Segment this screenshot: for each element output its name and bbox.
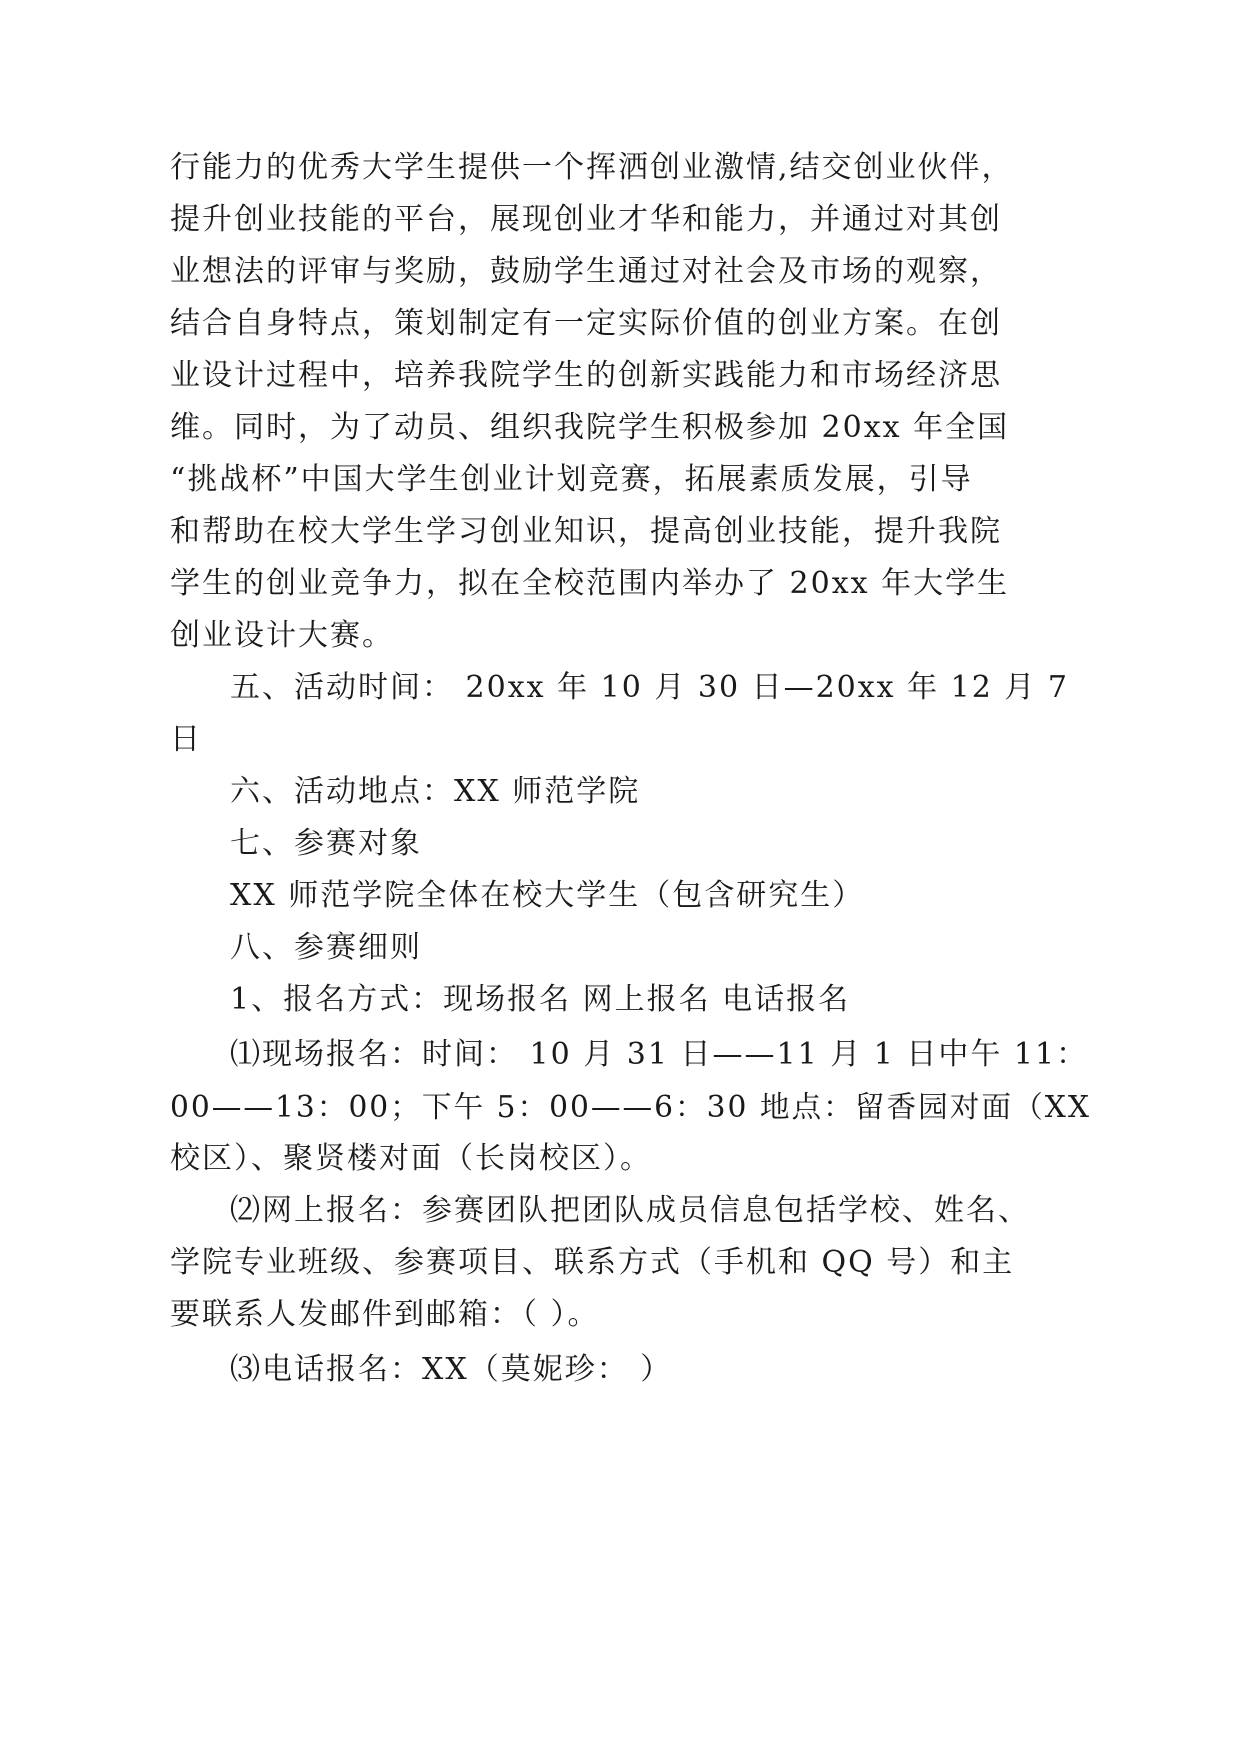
section-heading: 六、活动地点：XX 师范学院 bbox=[230, 774, 641, 809]
text-line: 维。同时，为了动员、组织我院学生积极参加 20xx 年全国 bbox=[170, 410, 1010, 445]
text-line: 业想法的评审与奖励，鼓励学生通过对社会及市场的观察， bbox=[170, 254, 1002, 289]
text-line: 校区）、聚贤楼对面（长岗校区）。 bbox=[170, 1141, 652, 1176]
text-line: 和帮助在校大学生学习创业知识，提高创业技能，提升我院 bbox=[170, 514, 1002, 549]
text-line: XX 师范学院全体在校大学生（包含研究生） bbox=[230, 878, 865, 913]
text-line: 1、报名方式：现场报名 网上报名 电话报名 bbox=[230, 982, 851, 1017]
text-line: 结合自身特点，策划制定有一定实际价值的创业方案。在创 bbox=[170, 306, 1002, 341]
text-line: 提升创业技能的平台，展现创业才华和能力，并通过对其创 bbox=[170, 202, 1002, 237]
text-line: 业设计过程中，培养我院学生的创新实践能力和市场经济思 bbox=[170, 358, 1002, 393]
text-line: ⑵网上报名：参赛团队把团队成员信息包括学校、姓名、 bbox=[230, 1193, 1030, 1228]
text-line: ⑶电话报名：XX（莫妮珍： ） bbox=[230, 1352, 673, 1387]
text-line: 创业设计大赛。 bbox=[170, 618, 394, 653]
text-line: 学院专业班级、参赛项目、联系方式（手机和 QQ 号）和主 bbox=[170, 1245, 1015, 1280]
text-line: 要联系人发邮件到邮箱：（ ）。 bbox=[170, 1297, 600, 1332]
text-line: 学生的创业竞争力，拟在全校范围内举办了 20xx 年大学生 bbox=[170, 566, 1010, 601]
section-heading: 七、参赛对象 bbox=[230, 826, 422, 861]
text-line: “挑战杯”中国大学生创业计划竞赛，拓展素质发展，引导 bbox=[170, 462, 973, 497]
text-line: 行能力的优秀大学生提供一个挥洒创业激情,结交创业伙伴， bbox=[170, 150, 1014, 185]
text-line: ⑴现场报名：时间： 10 月 31 日——11 月 1 日中午 11： bbox=[230, 1037, 1089, 1072]
section-heading: 五、活动时间： 20xx 年 10 月 30 日—20xx 年 12 月 7 bbox=[230, 670, 1069, 705]
section-heading: 八、参赛细则 bbox=[230, 930, 422, 965]
text-line: 日 bbox=[170, 722, 202, 757]
text-line: 00——13：00；下午 5：00——6：30 地点：留香园对面（XX bbox=[170, 1089, 1091, 1124]
